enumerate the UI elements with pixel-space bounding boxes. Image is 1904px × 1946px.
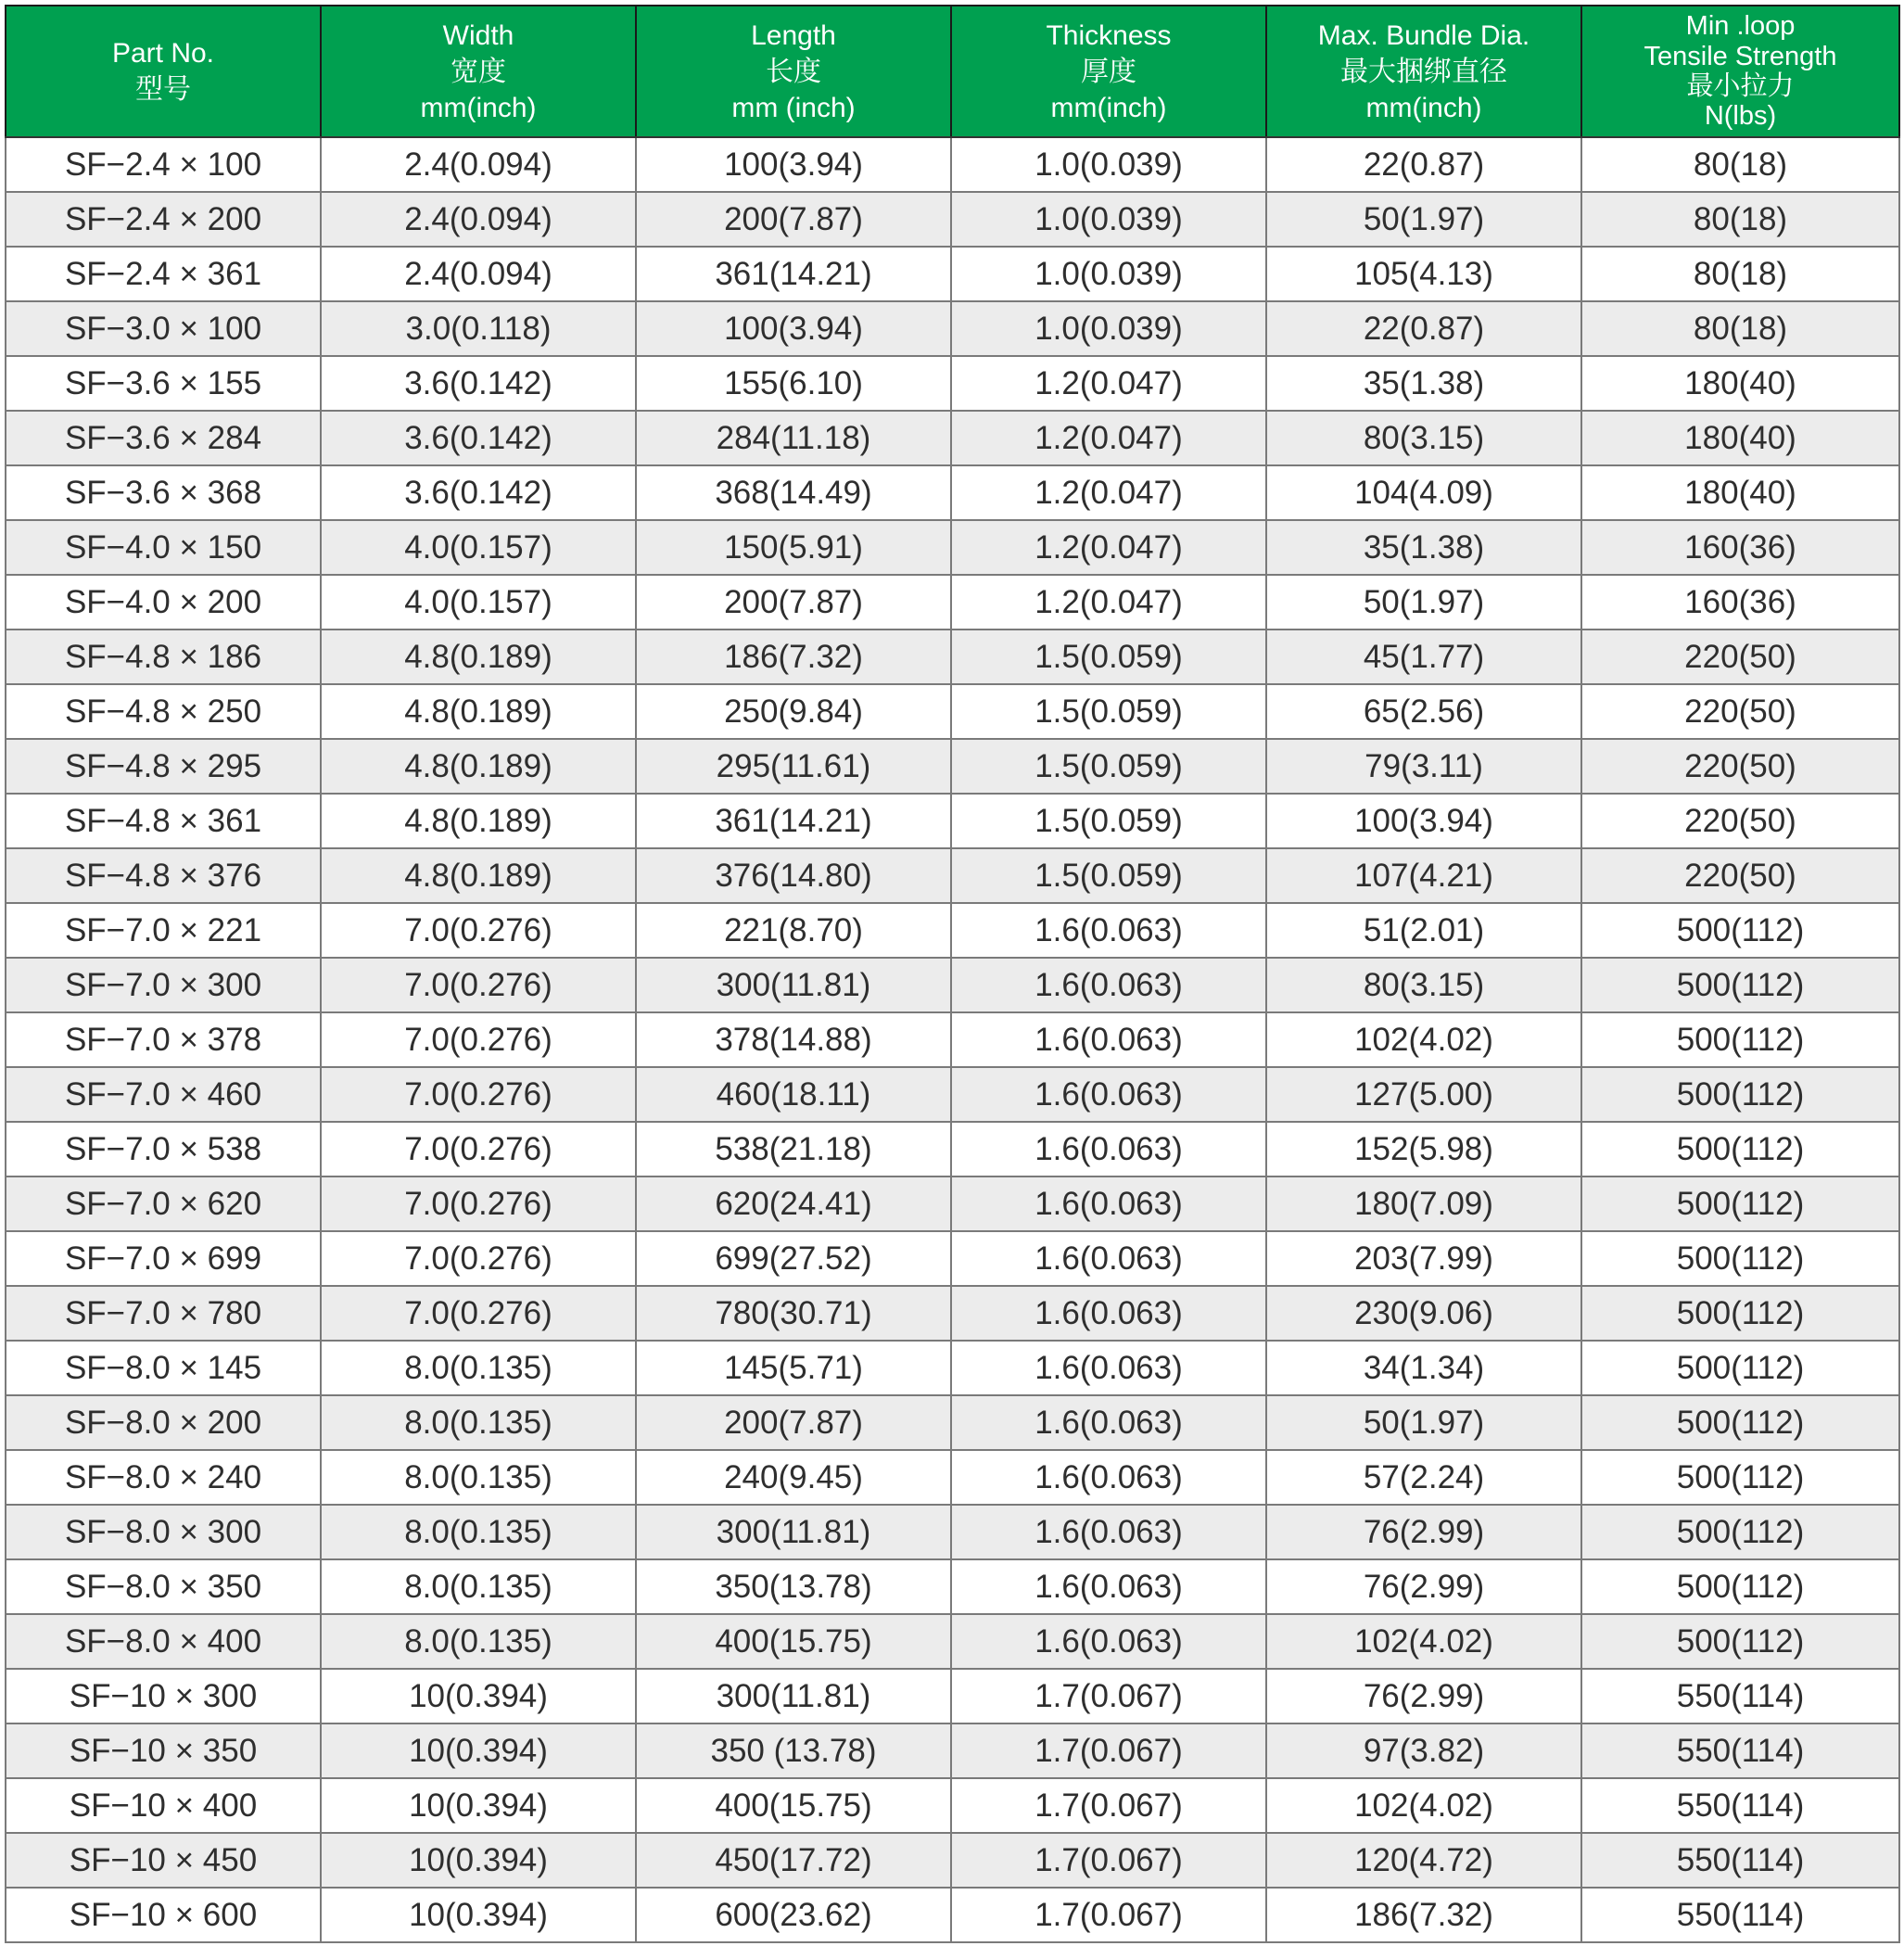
cell-max-bundle-dia: 65(2.56)	[1266, 684, 1581, 739]
cell-thickness: 1.6(0.063)	[951, 903, 1266, 958]
cell-thickness: 1.5(0.059)	[951, 684, 1266, 739]
cell-max-bundle-dia: 230(9.06)	[1266, 1286, 1581, 1341]
table-row	[6, 1122, 1899, 1177]
table-row	[6, 356, 1899, 411]
cell-part-no: SF−4.8 × 295	[6, 739, 321, 794]
cell-min-tensile-strength: 500(112)	[1581, 1012, 1899, 1067]
cell-max-bundle-dia: 203(7.99)	[1266, 1231, 1581, 1286]
cell-length: 100(3.94)	[636, 137, 951, 192]
cell-min-tensile-strength: 500(112)	[1581, 1450, 1899, 1505]
cell-part-no: SF−8.0 × 400	[6, 1614, 321, 1669]
cell-width: 4.8(0.189)	[321, 794, 636, 848]
cell-width: 4.8(0.189)	[321, 630, 636, 684]
column-header-line: mm(inch)	[1050, 92, 1167, 123]
table-row	[6, 1067, 1899, 1122]
cell-min-tensile-strength: 180(40)	[1581, 465, 1899, 520]
cell-length: 699(27.52)	[636, 1231, 951, 1286]
cell-width: 3.6(0.142)	[321, 411, 636, 465]
column-header-line: Max. Bundle Dia.	[1317, 19, 1530, 51]
cell-width: 7.0(0.276)	[321, 903, 636, 958]
cell-max-bundle-dia: 50(1.97)	[1266, 192, 1581, 247]
cell-max-bundle-dia: 76(2.99)	[1266, 1505, 1581, 1559]
cell-max-bundle-dia: 100(3.94)	[1266, 794, 1581, 848]
cell-max-bundle-dia: 127(5.00)	[1266, 1067, 1581, 1122]
cell-length: 780(30.71)	[636, 1286, 951, 1341]
cell-thickness: 1.6(0.063)	[951, 1395, 1266, 1450]
cell-thickness: 1.7(0.067)	[951, 1723, 1266, 1778]
column-header-part-no	[6, 6, 321, 137]
cell-max-bundle-dia: 35(1.38)	[1266, 356, 1581, 411]
cell-min-tensile-strength: 550(114)	[1581, 1669, 1899, 1723]
cell-length: 200(7.87)	[636, 1395, 951, 1450]
column-header-line: 宽度	[451, 56, 506, 87]
cell-min-tensile-strength: 550(114)	[1581, 1833, 1899, 1888]
cell-part-no: SF−4.8 × 250	[6, 684, 321, 739]
cell-length: 350(13.78)	[636, 1559, 951, 1614]
cell-length: 150(5.91)	[636, 520, 951, 575]
table-body	[6, 137, 1899, 1942]
cell-width: 7.0(0.276)	[321, 958, 636, 1012]
table-row	[6, 1395, 1899, 1450]
table-row	[6, 411, 1899, 465]
table-row	[6, 301, 1899, 356]
column-header-line: N(lbs)	[1704, 101, 1777, 132]
cell-part-no: SF−4.8 × 186	[6, 630, 321, 684]
cell-thickness: 1.5(0.059)	[951, 739, 1266, 794]
cell-part-no: SF−7.0 × 538	[6, 1122, 321, 1177]
spec-table	[5, 5, 1900, 1943]
cell-thickness: 1.6(0.063)	[951, 1505, 1266, 1559]
cell-length: 155(6.10)	[636, 356, 951, 411]
cell-thickness: 1.6(0.063)	[951, 1122, 1266, 1177]
cell-length: 221(8.70)	[636, 903, 951, 958]
cell-length: 368(14.49)	[636, 465, 951, 520]
cell-part-no: SF−2.4 × 200	[6, 192, 321, 247]
cell-length: 250(9.84)	[636, 684, 951, 739]
cell-part-no: SF−8.0 × 350	[6, 1559, 321, 1614]
cell-min-tensile-strength: 220(50)	[1581, 739, 1899, 794]
cell-min-tensile-strength: 500(112)	[1581, 1177, 1899, 1231]
cell-width: 7.0(0.276)	[321, 1231, 636, 1286]
cell-thickness: 1.0(0.039)	[951, 247, 1266, 301]
cell-max-bundle-dia: 80(3.15)	[1266, 411, 1581, 465]
cell-min-tensile-strength: 500(112)	[1581, 1505, 1899, 1559]
cell-max-bundle-dia: 51(2.01)	[1266, 903, 1581, 958]
cell-thickness: 1.6(0.063)	[951, 1450, 1266, 1505]
cell-length: 200(7.87)	[636, 575, 951, 630]
cell-part-no: SF−10 × 450	[6, 1833, 321, 1888]
cell-min-tensile-strength: 220(50)	[1581, 848, 1899, 903]
cell-length: 100(3.94)	[636, 301, 951, 356]
cell-thickness: 1.2(0.047)	[951, 575, 1266, 630]
cell-max-bundle-dia: 152(5.98)	[1266, 1122, 1581, 1177]
cell-thickness: 1.6(0.063)	[951, 1286, 1266, 1341]
table-row	[6, 630, 1899, 684]
cell-thickness: 1.5(0.059)	[951, 794, 1266, 848]
table-row	[6, 903, 1899, 958]
cell-thickness: 1.5(0.059)	[951, 630, 1266, 684]
cell-length: 200(7.87)	[636, 192, 951, 247]
cell-part-no: SF−8.0 × 200	[6, 1395, 321, 1450]
cell-length: 376(14.80)	[636, 848, 951, 903]
column-header-width	[321, 6, 636, 137]
table-row	[6, 192, 1899, 247]
table-row	[6, 1012, 1899, 1067]
cell-part-no: SF−10 × 300	[6, 1669, 321, 1723]
cell-width: 8.0(0.135)	[321, 1341, 636, 1395]
column-header-line: Thickness	[1046, 19, 1172, 51]
cell-width: 10(0.394)	[321, 1888, 636, 1942]
cell-length: 361(14.21)	[636, 247, 951, 301]
cell-part-no: SF−7.0 × 620	[6, 1177, 321, 1231]
cell-width: 2.4(0.094)	[321, 247, 636, 301]
cell-part-no: SF−7.0 × 300	[6, 958, 321, 1012]
table-row	[6, 1559, 1899, 1614]
cell-min-tensile-strength: 160(36)	[1581, 520, 1899, 575]
cell-max-bundle-dia: 180(7.09)	[1266, 1177, 1581, 1231]
table-row	[6, 520, 1899, 575]
cell-min-tensile-strength: 500(112)	[1581, 1286, 1899, 1341]
cell-width: 10(0.394)	[321, 1669, 636, 1723]
cell-thickness: 1.6(0.063)	[951, 1559, 1266, 1614]
cell-min-tensile-strength: 550(114)	[1581, 1888, 1899, 1942]
cell-length: 538(21.18)	[636, 1122, 951, 1177]
cell-max-bundle-dia: 50(1.97)	[1266, 1395, 1581, 1450]
cell-length: 284(11.18)	[636, 411, 951, 465]
cell-min-tensile-strength: 500(112)	[1581, 1231, 1899, 1286]
cell-min-tensile-strength: 220(50)	[1581, 684, 1899, 739]
cell-part-no: SF−8.0 × 300	[6, 1505, 321, 1559]
table-row	[6, 1450, 1899, 1505]
cell-part-no: SF−3.6 × 368	[6, 465, 321, 520]
cell-min-tensile-strength: 220(50)	[1581, 630, 1899, 684]
column-header-line: mm(inch)	[1365, 92, 1482, 123]
cell-part-no: SF−4.8 × 361	[6, 794, 321, 848]
cell-width: 10(0.394)	[321, 1833, 636, 1888]
cell-max-bundle-dia: 105(4.13)	[1266, 247, 1581, 301]
cell-min-tensile-strength: 500(112)	[1581, 1395, 1899, 1450]
header-row	[6, 6, 1899, 137]
cell-width: 3.0(0.118)	[321, 301, 636, 356]
cell-part-no: SF−10 × 600	[6, 1888, 321, 1942]
cell-part-no: SF−10 × 400	[6, 1778, 321, 1833]
column-header-line: Tensile Strength	[1644, 41, 1837, 71]
table-row	[6, 1833, 1899, 1888]
cell-max-bundle-dia: 50(1.97)	[1266, 575, 1581, 630]
table-row	[6, 1341, 1899, 1395]
column-header-line: Length	[751, 19, 836, 51]
cell-width: 4.8(0.189)	[321, 739, 636, 794]
cell-part-no: SF−4.0 × 150	[6, 520, 321, 575]
cell-width: 8.0(0.135)	[321, 1505, 636, 1559]
cell-max-bundle-dia: 76(2.99)	[1266, 1669, 1581, 1723]
cell-part-no: SF−3.6 × 155	[6, 356, 321, 411]
cell-max-bundle-dia: 80(3.15)	[1266, 958, 1581, 1012]
table-row	[6, 1231, 1899, 1286]
cell-width: 8.0(0.135)	[321, 1614, 636, 1669]
cell-width: 4.8(0.189)	[321, 684, 636, 739]
cell-min-tensile-strength: 500(112)	[1581, 1341, 1899, 1395]
column-header-min-tensile-strength	[1581, 6, 1899, 137]
cell-length: 460(18.11)	[636, 1067, 951, 1122]
cell-thickness: 1.5(0.059)	[951, 848, 1266, 903]
cell-width: 3.6(0.142)	[321, 356, 636, 411]
cell-width: 7.0(0.276)	[321, 1177, 636, 1231]
column-header-line: 最大捆绑直径	[1340, 56, 1507, 87]
cell-min-tensile-strength: 220(50)	[1581, 794, 1899, 848]
cell-width: 4.0(0.157)	[321, 520, 636, 575]
cell-width: 2.4(0.094)	[321, 192, 636, 247]
cell-length: 300(11.81)	[636, 1669, 951, 1723]
column-header-line: Min .loop	[1685, 11, 1796, 42]
cell-thickness: 1.6(0.063)	[951, 958, 1266, 1012]
cell-width: 8.0(0.135)	[321, 1559, 636, 1614]
cell-width: 4.8(0.189)	[321, 848, 636, 903]
table-row	[6, 1669, 1899, 1723]
cell-min-tensile-strength: 550(114)	[1581, 1723, 1899, 1778]
cell-width: 7.0(0.276)	[321, 1286, 636, 1341]
cell-max-bundle-dia: 76(2.99)	[1266, 1559, 1581, 1614]
cell-width: 4.0(0.157)	[321, 575, 636, 630]
cell-thickness: 1.7(0.067)	[951, 1778, 1266, 1833]
cell-min-tensile-strength: 80(18)	[1581, 247, 1899, 301]
column-header-line: mm (inch)	[731, 92, 856, 123]
cell-thickness: 1.7(0.067)	[951, 1888, 1266, 1942]
cell-width: 8.0(0.135)	[321, 1395, 636, 1450]
cell-max-bundle-dia: 79(3.11)	[1266, 739, 1581, 794]
cell-min-tensile-strength: 160(36)	[1581, 575, 1899, 630]
cell-length: 350 (13.78)	[636, 1723, 951, 1778]
cell-max-bundle-dia: 102(4.02)	[1266, 1778, 1581, 1833]
cell-thickness: 1.7(0.067)	[951, 1833, 1266, 1888]
cell-part-no: SF−7.0 × 780	[6, 1286, 321, 1341]
cell-width: 10(0.394)	[321, 1778, 636, 1833]
cell-length: 186(7.32)	[636, 630, 951, 684]
cell-width: 7.0(0.276)	[321, 1012, 636, 1067]
cell-thickness: 1.6(0.063)	[951, 1067, 1266, 1122]
cell-max-bundle-dia: 102(4.02)	[1266, 1614, 1581, 1669]
cell-thickness: 1.6(0.063)	[951, 1012, 1266, 1067]
cell-min-tensile-strength: 500(112)	[1581, 1122, 1899, 1177]
table-header	[6, 6, 1899, 137]
cell-min-tensile-strength: 80(18)	[1581, 301, 1899, 356]
cell-min-tensile-strength: 500(112)	[1581, 1067, 1899, 1122]
cell-thickness: 1.6(0.063)	[951, 1231, 1266, 1286]
cell-length: 361(14.21)	[636, 794, 951, 848]
cell-width: 3.6(0.142)	[321, 465, 636, 520]
cell-max-bundle-dia: 104(4.09)	[1266, 465, 1581, 520]
cell-length: 300(11.81)	[636, 1505, 951, 1559]
column-header-line: Part No.	[111, 38, 215, 69]
cell-width: 2.4(0.094)	[321, 137, 636, 192]
cell-length: 240(9.45)	[636, 1450, 951, 1505]
cell-max-bundle-dia: 107(4.21)	[1266, 848, 1581, 903]
cell-min-tensile-strength: 80(18)	[1581, 192, 1899, 247]
cell-part-no: SF−8.0 × 145	[6, 1341, 321, 1395]
column-header-length	[636, 6, 951, 137]
cell-part-no: SF−4.0 × 200	[6, 575, 321, 630]
cell-min-tensile-strength: 550(114)	[1581, 1778, 1899, 1833]
cell-min-tensile-strength: 500(112)	[1581, 903, 1899, 958]
cell-length: 295(11.61)	[636, 739, 951, 794]
table-row	[6, 684, 1899, 739]
cell-max-bundle-dia: 102(4.02)	[1266, 1012, 1581, 1067]
column-header-line: 型号	[135, 74, 191, 105]
cell-length: 300(11.81)	[636, 958, 951, 1012]
cell-part-no: SF−7.0 × 221	[6, 903, 321, 958]
cell-thickness: 1.2(0.047)	[951, 356, 1266, 411]
cell-thickness: 1.0(0.039)	[951, 137, 1266, 192]
cell-min-tensile-strength: 500(112)	[1581, 958, 1899, 1012]
cell-length: 450(17.72)	[636, 1833, 951, 1888]
cell-thickness: 1.0(0.039)	[951, 192, 1266, 247]
cell-max-bundle-dia: 120(4.72)	[1266, 1833, 1581, 1888]
cell-length: 378(14.88)	[636, 1012, 951, 1067]
cell-max-bundle-dia: 45(1.77)	[1266, 630, 1581, 684]
cell-min-tensile-strength: 500(112)	[1581, 1614, 1899, 1669]
table-row	[6, 1888, 1899, 1942]
cell-width: 10(0.394)	[321, 1723, 636, 1778]
table-row	[6, 1286, 1899, 1341]
cell-max-bundle-dia: 34(1.34)	[1266, 1341, 1581, 1395]
column-header-line: 最小拉力	[1686, 71, 1795, 101]
cell-thickness: 1.0(0.039)	[951, 301, 1266, 356]
cell-part-no: SF−3.0 × 100	[6, 301, 321, 356]
cell-thickness: 1.2(0.047)	[951, 411, 1266, 465]
table-row	[6, 1723, 1899, 1778]
cell-length: 145(5.71)	[636, 1341, 951, 1395]
cell-part-no: SF−10 × 350	[6, 1723, 321, 1778]
cell-width: 7.0(0.276)	[321, 1067, 636, 1122]
table-row	[6, 848, 1899, 903]
cell-length: 600(23.62)	[636, 1888, 951, 1942]
cell-max-bundle-dia: 186(7.32)	[1266, 1888, 1581, 1942]
cell-part-no: SF−4.8 × 376	[6, 848, 321, 903]
table-row	[6, 465, 1899, 520]
table-row	[6, 1614, 1899, 1669]
cell-thickness: 1.6(0.063)	[951, 1614, 1266, 1669]
column-header-line: Width	[442, 19, 514, 51]
cell-max-bundle-dia: 35(1.38)	[1266, 520, 1581, 575]
cell-part-no: SF−8.0 × 240	[6, 1450, 321, 1505]
cell-length: 400(15.75)	[636, 1778, 951, 1833]
table-row	[6, 794, 1899, 848]
table-row	[6, 739, 1899, 794]
column-header-thickness	[951, 6, 1266, 137]
cell-max-bundle-dia: 22(0.87)	[1266, 137, 1581, 192]
column-header-line: 厚度	[1081, 56, 1136, 87]
table-row	[6, 575, 1899, 630]
table-row	[6, 137, 1899, 192]
cell-width: 7.0(0.276)	[321, 1122, 636, 1177]
table-row	[6, 1177, 1899, 1231]
column-header-line: 长度	[766, 56, 821, 87]
cell-max-bundle-dia: 22(0.87)	[1266, 301, 1581, 356]
cell-min-tensile-strength: 180(40)	[1581, 411, 1899, 465]
cell-max-bundle-dia: 97(3.82)	[1266, 1723, 1581, 1778]
cell-thickness: 1.6(0.063)	[951, 1341, 1266, 1395]
cell-part-no: SF−3.6 × 284	[6, 411, 321, 465]
cell-part-no: SF−7.0 × 378	[6, 1012, 321, 1067]
cell-length: 400(15.75)	[636, 1614, 951, 1669]
cell-min-tensile-strength: 180(40)	[1581, 356, 1899, 411]
cell-max-bundle-dia: 57(2.24)	[1266, 1450, 1581, 1505]
table-row	[6, 247, 1899, 301]
cell-part-no: SF−2.4 × 361	[6, 247, 321, 301]
cell-min-tensile-strength: 500(112)	[1581, 1559, 1899, 1614]
table-row	[6, 958, 1899, 1012]
cell-part-no: SF−7.0 × 699	[6, 1231, 321, 1286]
cell-thickness: 1.7(0.067)	[951, 1669, 1266, 1723]
cell-min-tensile-strength: 80(18)	[1581, 137, 1899, 192]
column-header-max-bundle-dia	[1266, 6, 1581, 137]
cell-part-no: SF−7.0 × 460	[6, 1067, 321, 1122]
cell-thickness: 1.2(0.047)	[951, 520, 1266, 575]
table-row	[6, 1778, 1899, 1833]
cell-width: 8.0(0.135)	[321, 1450, 636, 1505]
cell-thickness: 1.6(0.063)	[951, 1177, 1266, 1231]
column-header-line: mm(inch)	[420, 92, 537, 123]
cell-thickness: 1.2(0.047)	[951, 465, 1266, 520]
cell-length: 620(24.41)	[636, 1177, 951, 1231]
cell-part-no: SF−2.4 × 100	[6, 137, 321, 192]
table-row	[6, 1505, 1899, 1559]
